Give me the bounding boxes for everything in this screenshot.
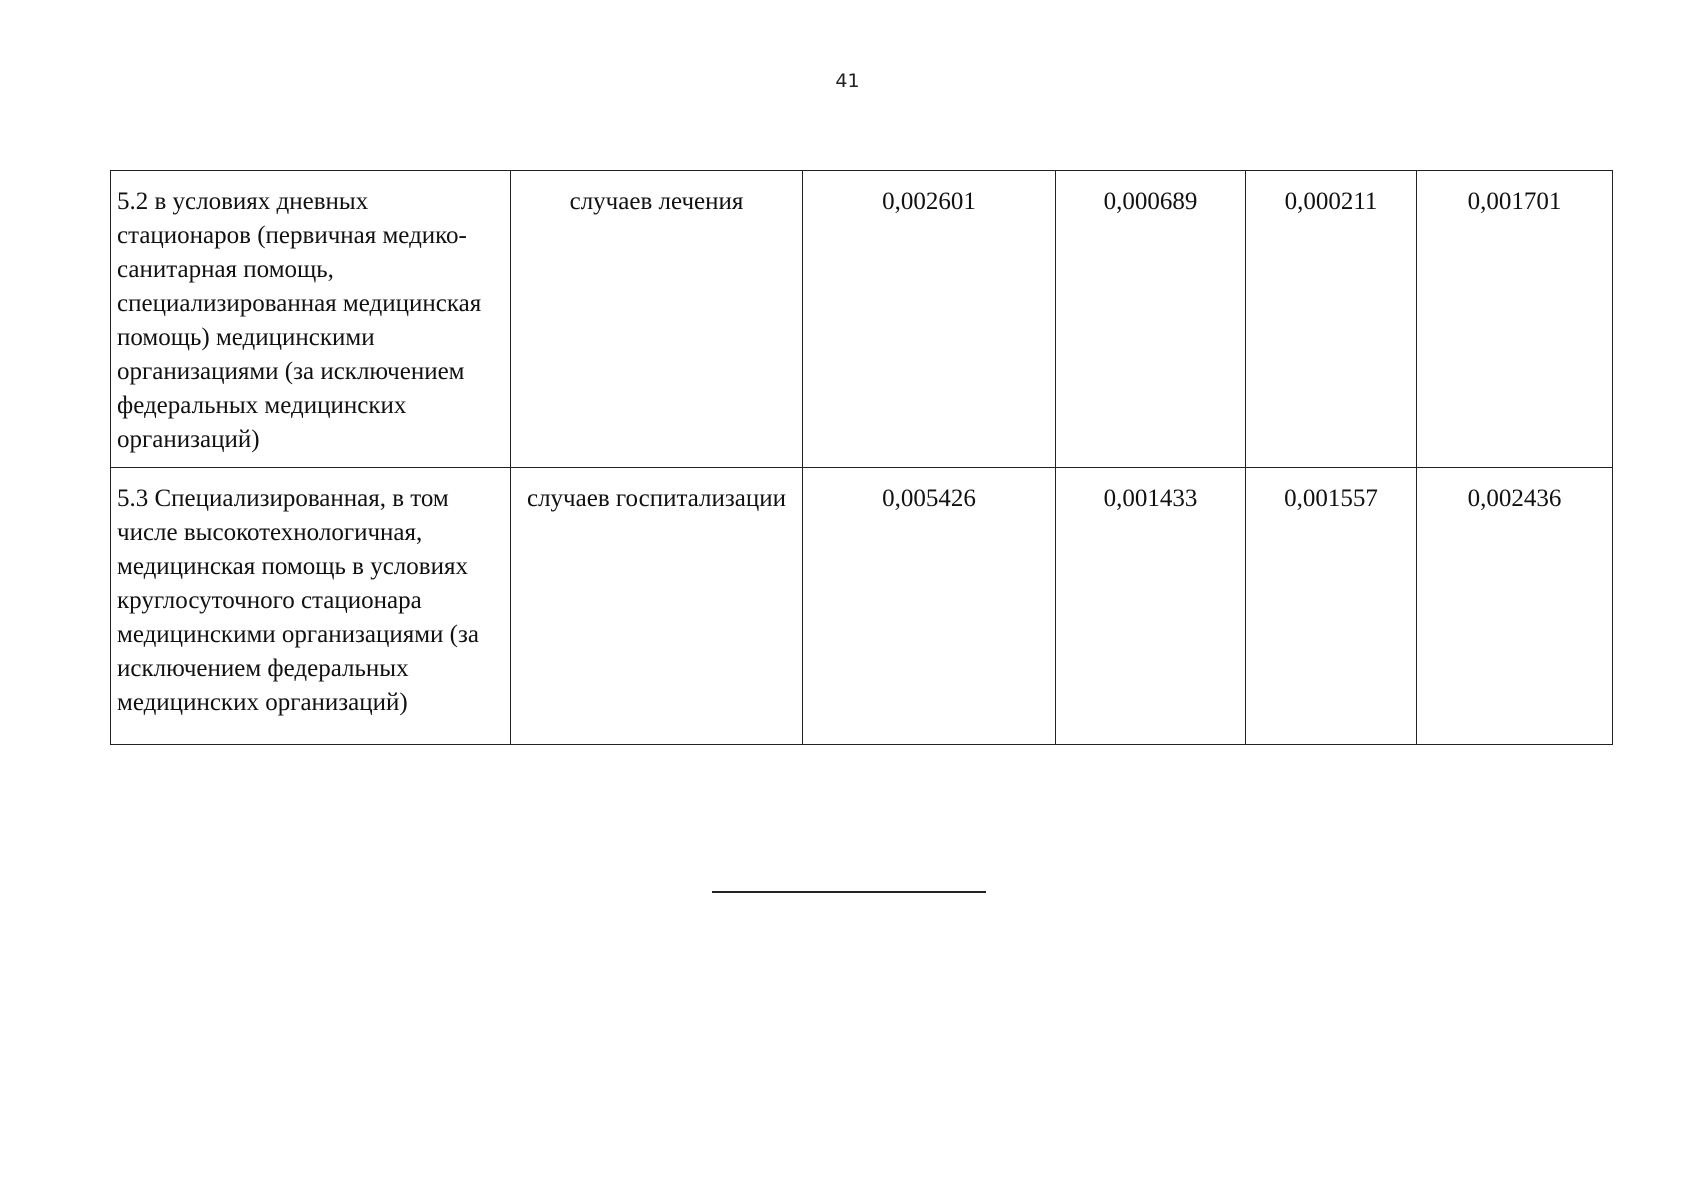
row-unit-cell: случаев лечения xyxy=(511,171,803,468)
row-value-cell: 0,001557 xyxy=(1246,468,1417,745)
row-value-cell: 0,002601 xyxy=(803,171,1056,468)
row-value-cell: 0,005426 xyxy=(803,468,1056,745)
row-value-cell: 0,002436 xyxy=(1417,468,1613,745)
row-value-cell: 0,001701 xyxy=(1417,171,1613,468)
data-table xyxy=(110,170,1613,745)
table-row xyxy=(111,468,1613,745)
page-number: 41 xyxy=(835,70,860,92)
row-unit-cell: случаев госпитализации xyxy=(511,468,803,745)
end-of-document-rule xyxy=(712,891,986,893)
row-name-cell: 5.3 Специализированная, в том числе высокотехнологичная, медицинская помощь в условиях круглосуточного стационара медицинскими организациями (за исключением федеральных медицинских организаций) xyxy=(111,468,511,745)
row-value-cell: 0,000689 xyxy=(1056,171,1246,468)
table-row xyxy=(111,171,1613,468)
row-value-cell: 0,000211 xyxy=(1246,171,1417,468)
row-value-cell: 0,001433 xyxy=(1056,468,1246,745)
row-name-cell: 5.2 в условиях дневных стационаров (первичная медико-санитарная помощь, специализированная медицинская помощь) медицинскими организациями (за исключением федеральных медицинских организаций) xyxy=(111,171,511,468)
